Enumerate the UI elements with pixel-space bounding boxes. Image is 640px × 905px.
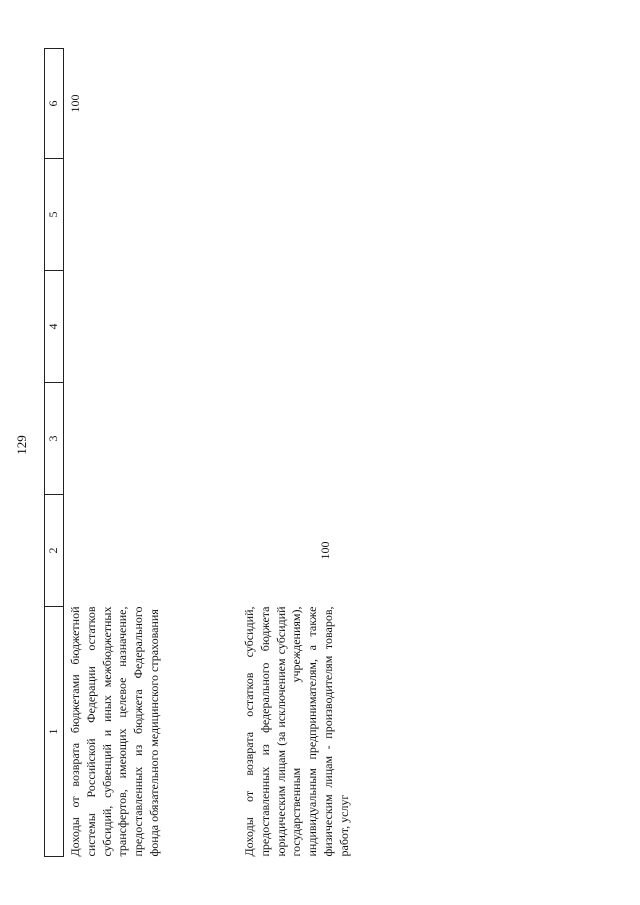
header-col-2: 2 (45, 495, 64, 607)
header-col-1: 1 (45, 607, 64, 857)
row-col-6: 100 (68, 94, 82, 113)
row-col-4 (64, 271, 229, 383)
row-col-5 (64, 159, 229, 271)
header-col-6: 6 (45, 49, 64, 159)
row-col-5 (228, 159, 353, 271)
row-description: Доходы от возврата бюджетами бюджетной системы Российской Федерации остатков субсидий, субвенций и иных межбюджетных трансфертов, имеющих целевое назначение, предоставленных из бюджета Федерального фонда обязательного медицинского страхования (68, 606, 162, 857)
table-row (64, 49, 229, 857)
row-description: Доходы от возврата остатков субсидий, предоставленных из федерального бюджета юридическим лицам (за исключением субсидий государственным учреждениям), индивидуальным предпринимателям, а также физическим лицам - производителям товаров, работ, услуг (242, 606, 351, 857)
row-col-2 (64, 495, 229, 607)
row-col-3 (228, 383, 353, 495)
header-col-3: 3 (45, 383, 64, 495)
row-col-6 (228, 49, 353, 159)
header-col-5: 5 (45, 159, 64, 271)
row-col-4 (228, 271, 353, 383)
row-col-2: 100 (318, 541, 332, 560)
row-col-3 (64, 383, 229, 495)
header-col-4: 4 (45, 271, 64, 383)
table-header-row (45, 49, 64, 857)
page-number: 129 (14, 435, 29, 455)
budget-table (44, 48, 353, 857)
table-row (228, 49, 353, 857)
